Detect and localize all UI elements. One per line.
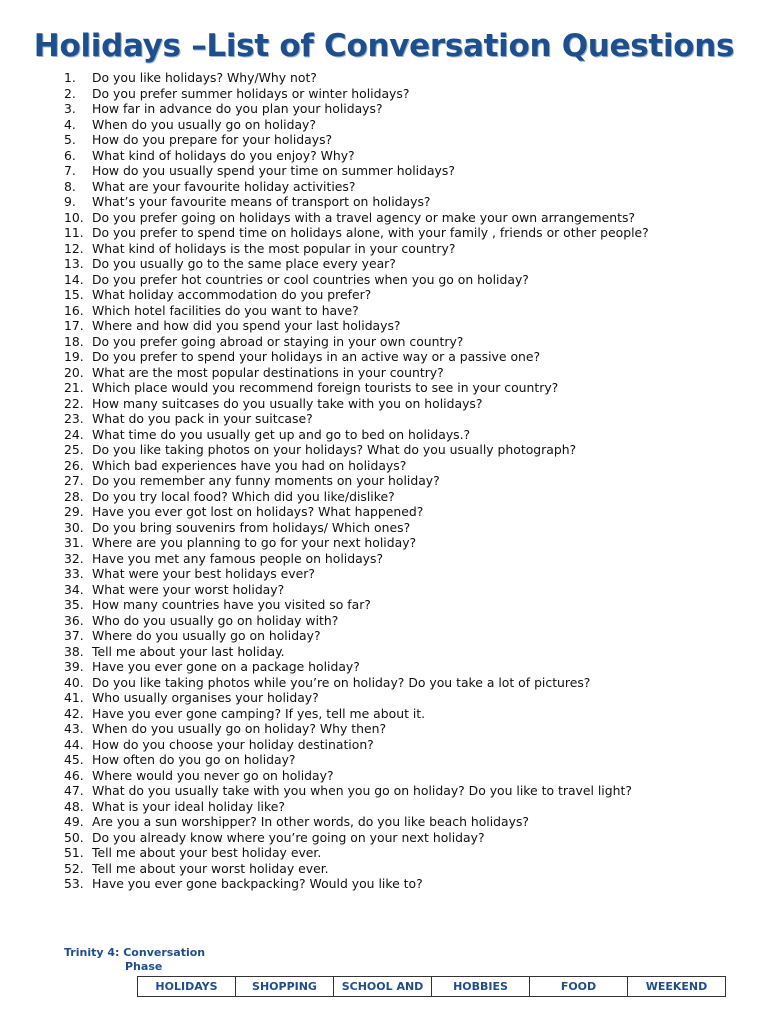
question-text: Do you prefer to spend your holidays in an active way or a passive one? [92, 349, 541, 364]
question-number: 51. [64, 845, 84, 860]
question-item [64, 148, 744, 164]
question-item [64, 613, 744, 629]
question-number: 20. [64, 364, 84, 380]
question-text: Do you try local food? Which did you like/dislike? [92, 488, 395, 504]
question-item [64, 117, 744, 133]
question-text: What are your favourite holiday activities? [92, 178, 356, 194]
question-item [64, 334, 744, 350]
question-item [64, 473, 744, 489]
question-item [64, 442, 744, 458]
question-number: 25. [64, 442, 84, 457]
question-text: What time do you usually get up and go to bed on holidays.? [92, 426, 471, 442]
question-item [64, 876, 744, 892]
question-number: 7. [64, 163, 76, 178]
question-item [64, 210, 744, 226]
question-text: Do you like taking photos while you’re on holiday? Do you take a lot of pictures? [92, 674, 591, 690]
question-item [64, 86, 744, 102]
question-list [64, 70, 744, 892]
question-number: 46. [64, 767, 84, 783]
question-number: 6. [64, 147, 76, 163]
question-item [64, 70, 744, 86]
question-number: 8. [64, 178, 76, 194]
topic-cell: HOBBIES [432, 977, 530, 997]
question-number: 19. [64, 349, 84, 364]
question-item [64, 551, 744, 567]
question-text: Tell me about your worst holiday ever. [92, 860, 329, 876]
question-text: What were your best holidays ever? [92, 566, 315, 581]
question-number: 9. [64, 194, 76, 209]
question-number: 1. [64, 70, 76, 85]
topic-cell: WEEKEND [628, 977, 726, 997]
question-item [64, 272, 744, 288]
question-number: 26. [64, 457, 84, 473]
question-item [64, 380, 744, 396]
question-item [64, 458, 744, 474]
question-item [64, 861, 744, 877]
question-number: 44. [64, 736, 84, 752]
question-text: Who do you usually go on holiday with? [92, 612, 339, 628]
question-item [64, 814, 744, 830]
question-text: When do you usually go on holiday? [92, 116, 316, 132]
question-text: What is your ideal holiday like? [92, 798, 285, 814]
question-item [64, 287, 744, 303]
question-number: 10. [64, 209, 84, 225]
question-number: 13. [64, 256, 84, 271]
question-item [64, 163, 744, 179]
question-item [64, 365, 744, 381]
question-text: Who usually organises your holiday? [92, 690, 319, 705]
question-number: 48. [64, 798, 84, 814]
question-text: What’s your favourite means of transport on holidays? [92, 194, 431, 209]
question-item [64, 504, 744, 520]
question-item [64, 690, 744, 706]
question-number: 5. [64, 132, 76, 147]
question-number: 15. [64, 287, 84, 302]
question-item [64, 597, 744, 613]
question-number: 36. [64, 612, 84, 628]
question-text: How often do you go on holiday? [92, 752, 296, 767]
question-text: Do you prefer going on holidays with a travel agency or make your own arrangements? [92, 209, 635, 225]
question-number: 30. [64, 519, 84, 535]
question-item [64, 799, 744, 815]
question-number: 22. [64, 395, 84, 411]
question-item [64, 644, 744, 660]
question-number: 52. [64, 860, 84, 876]
question-text: Do you usually go to the same place every year? [92, 256, 396, 271]
question-text: Where are you planning to go for your next holiday? [92, 535, 417, 550]
question-number: 29. [64, 504, 84, 519]
question-number: 33. [64, 566, 84, 581]
question-number: 16. [64, 302, 84, 318]
question-text: Do you prefer going abroad or staying in your own country? [92, 333, 464, 349]
topic-cell: SHOPPING [236, 977, 334, 997]
question-item [64, 318, 744, 334]
question-text: Where and how did you spend your last holidays? [92, 318, 401, 333]
question-item [64, 427, 744, 443]
question-item [64, 179, 744, 195]
question-number: 42. [64, 705, 84, 721]
question-text: Have you ever got lost on holidays? What happened? [92, 504, 424, 519]
question-text: Which hotel facilities do you want to have? [92, 302, 359, 318]
question-number: 50. [64, 829, 84, 845]
question-item [64, 566, 744, 582]
question-item [64, 303, 744, 319]
question-number: 3. [64, 101, 76, 116]
question-text: Do you prefer hot countries or cool countries when you go on holiday? [92, 271, 529, 287]
question-text: Where do you usually go on holiday? [92, 628, 321, 643]
question-item [64, 349, 744, 365]
question-text: Have you ever gone camping? If yes, tell me about it. [92, 705, 426, 721]
question-item [64, 768, 744, 784]
question-number: 41. [64, 690, 84, 705]
question-item [64, 845, 744, 861]
question-number: 14. [64, 271, 84, 287]
question-number: 28. [64, 488, 84, 504]
question-number: 39. [64, 659, 84, 674]
question-text: Which bad experiences have you had on holidays? [92, 457, 407, 473]
question-item [64, 101, 744, 117]
question-text: Tell me about your last holiday. [92, 643, 285, 659]
question-item [64, 721, 744, 737]
question-text: Do you remember any funny moments on your holiday? [92, 473, 440, 488]
question-item [64, 582, 744, 598]
question-item [64, 783, 744, 799]
question-number: 38. [64, 643, 84, 659]
question-item [64, 132, 744, 148]
question-text: Where would you never go on holiday? [92, 767, 334, 783]
question-item [64, 225, 744, 241]
question-text: How many suitcases do you usually take with you on holidays? [92, 395, 483, 411]
question-text: Which place would you recommend foreign tourists to see in your country? [92, 380, 559, 395]
question-number: 4. [64, 116, 76, 132]
question-number: 2. [64, 85, 76, 101]
question-text: Do you like holidays? Why/Why not? [92, 70, 317, 85]
question-number: 45. [64, 752, 84, 767]
question-item [64, 194, 744, 210]
footer-label-line1: Trinity 4: Conversation [64, 946, 206, 959]
question-number: 40. [64, 674, 84, 690]
question-number: 47. [64, 783, 84, 798]
topic-row [138, 977, 726, 997]
question-item [64, 659, 744, 675]
question-text: Do you like taking photos on your holidays? What do you usually photograph? [92, 442, 577, 457]
question-number: 35. [64, 597, 84, 612]
question-number: 23. [64, 411, 84, 426]
question-item [64, 628, 744, 644]
question-text: What do you pack in your suitcase? [92, 411, 313, 426]
question-text: What kind of holidays do you enjoy? Why? [92, 147, 355, 163]
question-item [64, 520, 744, 536]
topic-cell: FOOD [530, 977, 628, 997]
question-number: 49. [64, 814, 84, 829]
question-item [64, 675, 744, 691]
question-number: 37. [64, 628, 84, 643]
question-item [64, 396, 744, 412]
footer-label-line2: Phase [125, 960, 163, 973]
topic-cell: SCHOOL AND [334, 977, 432, 997]
page-title: Holidays –List of Conversation Questions [33, 28, 735, 64]
question-number: 27. [64, 473, 84, 488]
question-number: 34. [64, 581, 84, 597]
question-number: 43. [64, 721, 84, 736]
question-text: What do you usually take with you when you go on holiday? Do you like to travel light? [92, 783, 632, 798]
question-text: Do you bring souvenirs from holidays/ Which ones? [92, 519, 411, 535]
question-text: How many countries have you visited so far? [92, 597, 371, 612]
question-item [64, 752, 744, 768]
question-text: What kind of holidays is the most popular in your country? [92, 240, 456, 256]
question-item [64, 241, 744, 257]
topic-table [137, 976, 726, 997]
question-text: Have you ever gone on a package holiday? [92, 659, 360, 674]
question-text: How do you choose your holiday destination? [92, 736, 374, 752]
question-item [64, 535, 744, 551]
question-number: 17. [64, 318, 84, 333]
question-item [64, 830, 744, 846]
question-text: Tell me about your best holiday ever. [92, 845, 322, 860]
question-number: 21. [64, 380, 84, 395]
question-text: What are the most popular destinations in your country? [92, 364, 444, 380]
topic-cell: HOLIDAYS [138, 977, 236, 997]
question-number: 24. [64, 426, 84, 442]
question-text: Are you a sun worshipper? In other words, do you like beach holidays? [92, 814, 529, 829]
footer-label [64, 946, 264, 974]
question-item [64, 256, 744, 272]
question-text: What holiday accommodation do you prefer? [92, 287, 372, 302]
question-text: How do you usually spend your time on summer holidays? [92, 163, 455, 178]
question-item [64, 489, 744, 505]
question-text: Do you prefer to spend time on holidays alone, with your family , friends or other people? [92, 225, 649, 240]
question-text: Have you met any famous people on holidays? [92, 550, 384, 566]
question-text: How far in advance do you plan your holidays? [92, 101, 383, 116]
question-text: How do you prepare for your holidays? [92, 132, 333, 147]
question-number: 31. [64, 535, 84, 550]
question-text: What were your worst holiday? [92, 581, 285, 597]
question-text: Do you already know where you’re going on your next holiday? [92, 829, 485, 845]
question-item [64, 737, 744, 753]
question-number: 11. [64, 225, 84, 240]
question-text: Do you prefer summer holidays or winter holidays? [92, 85, 410, 101]
question-number: 18. [64, 333, 84, 349]
question-number: 32. [64, 550, 84, 566]
question-item [64, 411, 744, 427]
question-number: 53. [64, 876, 84, 891]
question-item [64, 706, 744, 722]
question-text: Have you ever gone backpacking? Would you like to? [92, 876, 423, 891]
question-text: When do you usually go on holiday? Why then? [92, 721, 387, 736]
question-number: 12. [64, 240, 84, 256]
